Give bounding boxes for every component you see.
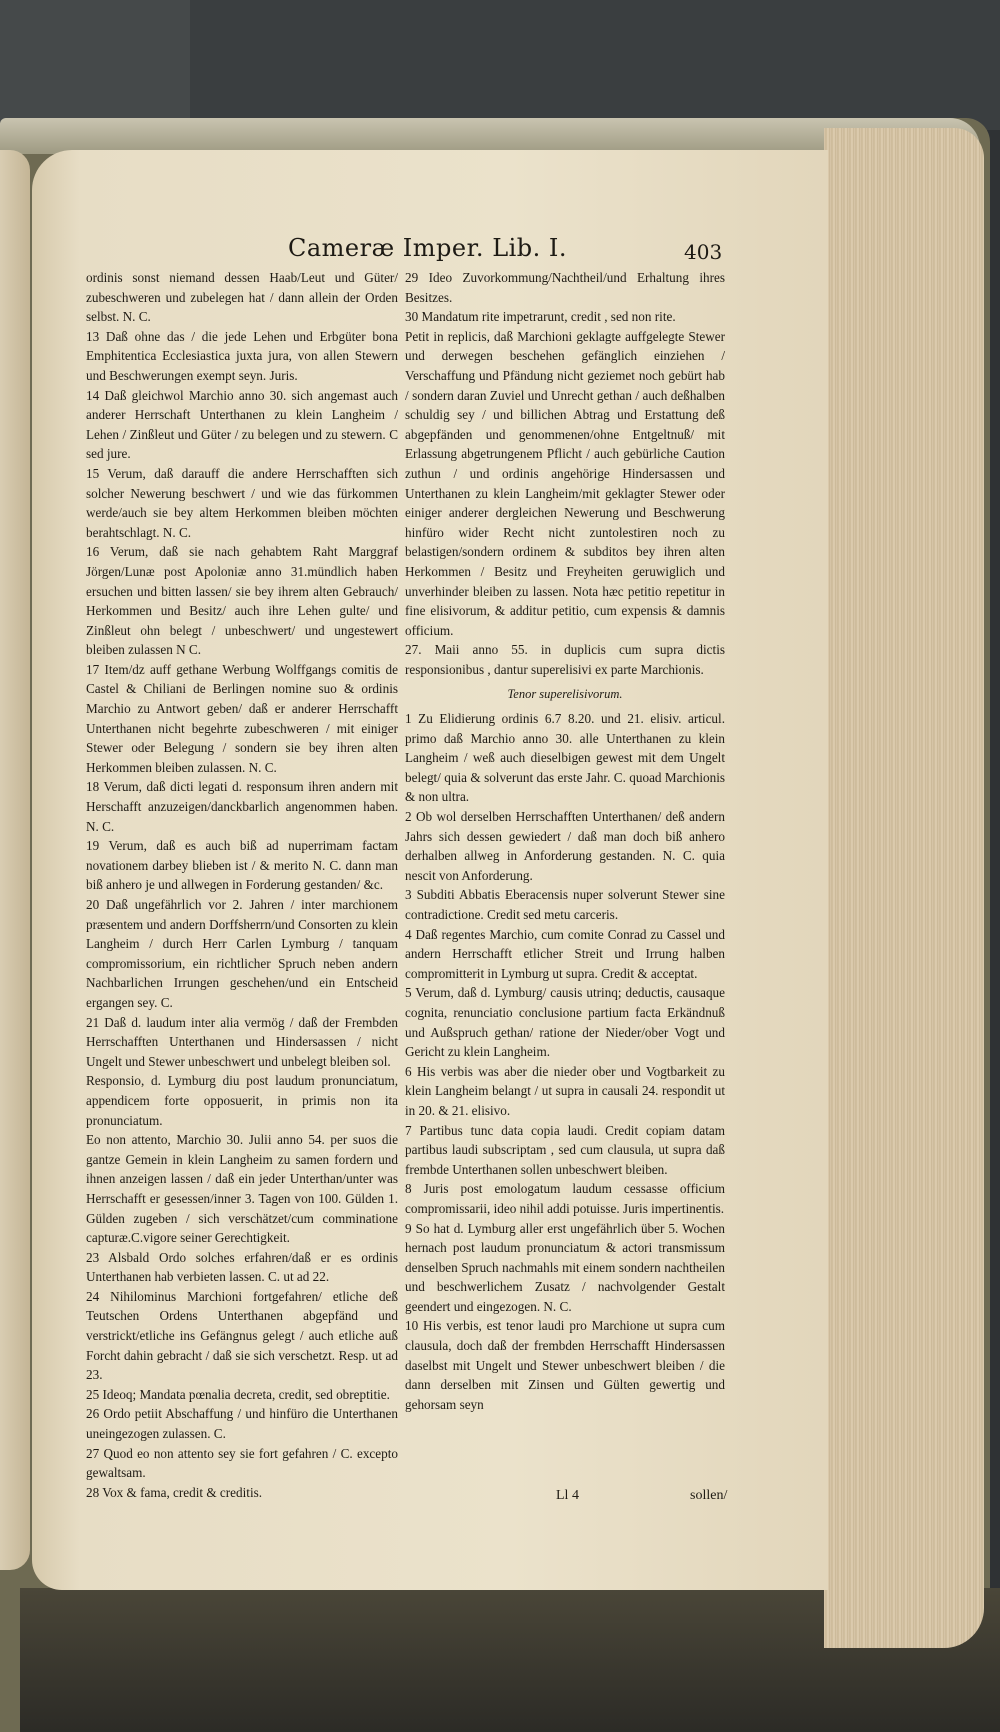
left-page-edge (0, 150, 30, 1570)
paragraph: Eo non attento, Marchio 30. Julii anno 54. per suos die gantze Gemein in klein Langheim zu samen fordern und ihnen anzeigen lassen / daß ein jeder Unterthan/unter was Herrschafft er gesessen/inner 3. Tagen von 100. Gülden 1. Gülden zugeben / sich verschätzet/cum comminatione capturæ.C.vigore seiner Gerechtigkeit. (86, 1132, 398, 1246)
paragraph: 5 Verum, daß d. Lymburg/ causis utrinq; deductis, causaque cognita, renunciatio conclusione partium facta Erkändnuß und Außspruch gethan/ ratione der Nieder/ober Vogt und Gericht zu klein Langheim. (405, 985, 725, 1060)
paragraph: 1 Zu Elidierung ordinis 6.7 8.20. und 21. elisiv. articul. primo daß Marchio anno 30. alle Unterthanen zu klein Langheim / weß auch dieselbigen gewest mit dem Ungelt belegt/ quia & solverunt das erste Jahr. C. quoad Marchionis & non ultra. (405, 711, 725, 805)
paragraph: 7 Partibus tunc data copia laudi. Credit copiam datam partibus laudi subscriptam , sed cum clausula, ut supra daß frembde Unterthanen sollen unbeschwert bleiben. (405, 1122, 725, 1177)
paragraph: 2 Ob wol derselben Herrschafften Unterthanen/ deß andern Jahrs sich dessen gewiedert / daß man doch biß anhero derhalben allweg in Anforderung gestanden. N. C. quia nescit von Anforderung. (405, 809, 725, 883)
signature-mark: Ll 4 (556, 1488, 579, 1503)
paragraph: 28 Vox & fama, credit & creditis. (86, 1484, 263, 1500)
paragraph: 27 Quod eo non attento sey sie fort gefahren / C. excepto gewaltsam. (86, 1445, 398, 1481)
paragraph: 8 Juris post emologatum laudum cessasse officium compromissarii, ideo nihil addi potuisse. Juris impertinentis. (405, 1181, 725, 1216)
paragraph: 14 Daß gleichwol Marchio anno 30. sich angemast auch anderer Herrschaft Unterthanen zu klein Langheim / Lehen / Zinßleut und Güter / zu belegen und zu stewern. C sed jure. (86, 387, 398, 462)
running-head: Cameræ Imper. Lib. I. (288, 234, 568, 262)
left-column (86, 268, 398, 1502)
paragraph: 27. Maii anno 55. in duplicis cum supra dictis responsionibus , dantur superelisivi ex parte Marchionis. (405, 642, 725, 677)
paragraph: 26 Ordo petiit Abschaffung / und hinfüro die Unterthanen uneingezogen zulassen. C. (86, 1406, 398, 1442)
paragraph: 24 Nihilominus Marchioni fortgefahren/ etliche deß Teutschen Ordens Unterthanen abgepfänd und verstrickt/etliche ins Gefängnus gelegt / auch etliche auß Forcht dahin gebracht / daß sie sich verschetzt. Resp. ut ad 23. (86, 1288, 398, 1383)
paragraph: 4 Daß regentes Marchio, cum comite Conrad zu Cassel und andern Herrschafft etlicher Streit und Irrung halben compromitterit in Lymburg ut supra. Credit & acceptat. (405, 926, 725, 981)
paragraph: 9 So hat d. Lymburg aller erst ungefährlich über 5. Wochen hernach post laudum pronunciatum & actori transmissum denselben Spruch nachmahls mit einem sondern nachtheilen und beschwerlichem Zusatz / nachvolgender Gestalt geendert und eingezogen. N. C. (405, 1220, 725, 1314)
paragraph: 6 His verbis was aber die nieder ober und Vogtbarkeit zu klein Langheim belangt / ut supra in causali 24. respondit ut in 20. & 21. elisivo. (405, 1063, 725, 1118)
background-strip (0, 0, 190, 130)
paragraph: 16 Verum, daß sie nach gehabtem Raht Marggraf Jörgen/Lunæ post Apoloniæ anno 31.mündlich haben ersuchen und bitten lassen/ sie bey ihrem alten Gebrauch/ Herkommen und Besitz/ auch ihre Lehen gulte/ und Zinßleut ohn belegt / unbeschwert/ und ungestewert bleiben zulassen N C. (86, 544, 398, 658)
right-column (405, 268, 725, 1414)
paragraph: 25 Ideoq; Mandata pœnalia decreta, credit, sed obreptitie. (86, 1386, 390, 1402)
section-heading: Tenor superelisivorum. (507, 687, 623, 702)
catchword: sollen/ (690, 1488, 728, 1503)
paragraph: 3 Subditi Abbatis Eberacensis nuper solverunt Stewer sine contradictione. Credit sed metu carceris. (405, 887, 725, 922)
paragraph: Responsio, d. Lymburg diu post laudum pronunciatum, appendicem forte opposuerit, in primis non ita pronunciatum. (86, 1073, 398, 1128)
paragraph: 29 Ideo Zuvorkommung/Nachtheil/und Erhaltung ihres Besitzes. (405, 270, 725, 305)
paragraph: 20 Daß ungefährlich vor 2. Jahren / inter marchionem præsentem und andern Dorffsherrn/und Consorten zu klein Langheim / durch Herr Carlen Lymburg / tanquam compromissorium, ein richtlicher Spruch neben andern Nachbarlichen Irrungen geschehen/und ein Entscheid ergangen sey. C. (86, 897, 398, 1010)
paragraph: 18 Verum, daß dicti legati d. responsum ihren andern mit Herschafft anzuzeigen/danckbarlich angenommen haben. N. C. (86, 779, 398, 834)
paragraph: 17 Item/dz auff gethane Werbung Wolffgangs comitis de Castel & Chiliani de Berlingen nomine suo & ordinis Marchio zu Antwort geben/ daß er anderer Herrschafft Unterthanen nicht begehrte zubeschweren / mit einiger Stewer oder Belegung / sondern sie bey ihren alten Herkommen bleiben zulassen. N. C. (86, 661, 398, 775)
paragraph: 19 Verum, daß es auch biß ad nuperrimam factam novationem darbey blieben ist / & merito N. C. dann man biß anhero je und allwegen in Forderung gestanden/ &c. (86, 838, 398, 893)
paragraph: 30 Mandatum rite impetrarunt, credit , sed non rite. (405, 309, 676, 325)
paragraph: 15 Verum, daß darauff die andere Herrschafften sich solcher Newerung beschwert / und wie das fürkommen werde/auch sie bey altem Herkommen bleiben möchten berahtschlagt. N. C. (86, 465, 398, 540)
paragraph: 23 Alsbald Ordo solches erfahren/daß er es ordinis Unterthanen hab verbieten lassen. C. ut ad 22. (86, 1249, 398, 1285)
paragraph: 10 His verbis, est tenor laudi pro Marchione ut supra cum clausula, doch daß der frembden Herrschafft Hindersassen daselbst mit Ungelt und Stewer unbeschwert bleiben / die dann derselben mit Zinsen und Gülten gewertig und gehorsam seyn (405, 1318, 725, 1412)
paragraph: 21 Daß d. laudum inter alia vermög / daß der Frembden Herrschafften Unterthanen und Hindersassen / nicht Ungelt und Stewer unbeschwert und unbelegt bleiben sol. (86, 1014, 398, 1069)
paragraph: 13 Daß ohne das / die jede Lehen und Erbgüter bona Emphitentica Ecclesiastica juxta jura, von allen Stewern und Beschwerungen exempt seyn. Juris. (86, 328, 398, 383)
page-number: 403 (684, 240, 723, 264)
paragraph: ordinis sonst niemand dessen Haab/Leut und Güter/ zubeschweren und zubelegen hat / dann allein der Orden selbst. N. C. (86, 270, 398, 325)
fore-edge-pages (824, 128, 984, 1648)
paragraph: Petit in replicis, daß Marchioni geklagte auffgelegte Stewer und derwegen beschehen gefänglich einziehen / Verschaffung und Pfändung nicht geziemet noch gebürt hab / sondern daran Zuviel und Unrecht gethan / auch deßhalben schuldig sey / und billichen Abtrag und Erstattung deß abgepfänden und genommenen/ohne Entgeltnuß/ mit Erlassung abgetrungenem Pflicht / auch gebürliche Caution zuthun / und ordinis angehörige Hindersassen und Unterthanen zu klein Langheim/mit geklagter Stewer oder einiger anderer dergleichen Newerung und Beschwerung hinfüro wider Recht nicht zuntolestiren noch zu belastigen/sondern ordinem & subditos bey ihren alten Herkommen / Besitz und Freyheiten geruwiglich und unverhinder bleiben zu lassen. Nota hæc petitio repetitur in fine elisivorum, & additur petitio, cum expensis & damnis officium. (405, 328, 725, 638)
